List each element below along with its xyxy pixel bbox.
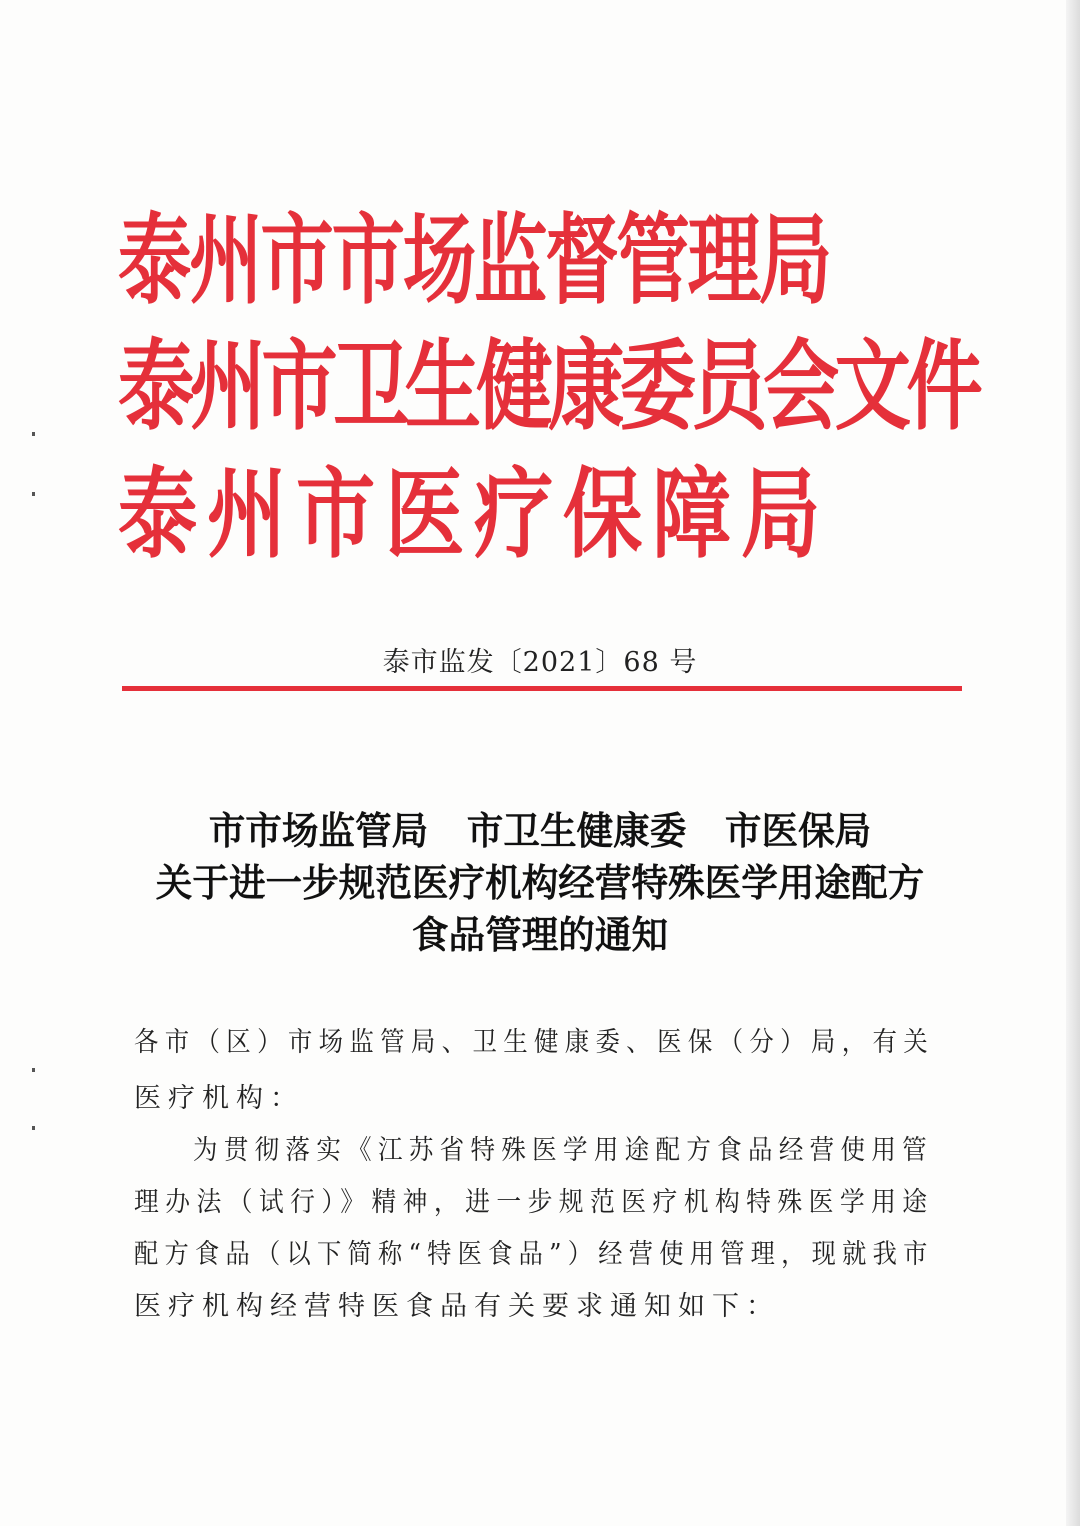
header-issuer-health-commission: 泰州市卫生健康委员会文件 bbox=[118, 329, 979, 444]
header-issuer-market-supervision: 泰州市市场监督管理局 bbox=[118, 203, 831, 318]
scan-edge-shadow bbox=[1066, 0, 1080, 1526]
binding-mark bbox=[32, 1068, 35, 1072]
title-issuer-1: 市市场监管局 bbox=[208, 808, 429, 853]
body-line: 理办法（试行）》精神，进一步规范医疗机构特殊医学用途 bbox=[134, 1187, 934, 1218]
body-line: 配方食品（以下简称“特医食品”）经营使用管理，现就我市 bbox=[134, 1239, 934, 1270]
body-line: 各市（区）市场监管局、卫生健康委、医保（分）局，有关 bbox=[134, 1027, 934, 1058]
binding-mark bbox=[32, 1126, 35, 1130]
title-issuer-3: 市医保局 bbox=[724, 808, 872, 853]
body-line: 医疗机构经营特医食品有关要求通知如下： bbox=[134, 1291, 780, 1322]
title-line-2: 关于进一步规范医疗机构经营特殊医学用途配方 bbox=[155, 860, 925, 905]
document-number: 泰市监发〔2021〕68 号 bbox=[382, 647, 698, 678]
body-line: 为贯彻落实《江苏省特殊医学用途配方食品经营使用管 bbox=[193, 1135, 933, 1166]
binding-mark bbox=[32, 432, 35, 436]
title-line-3: 食品管理的通知 bbox=[411, 912, 669, 957]
header-issuer-healthcare-security: 泰州市医疗保障局 bbox=[118, 457, 831, 572]
binding-mark bbox=[32, 492, 35, 496]
title-issuer-2: 市卫生健康委 bbox=[466, 808, 687, 853]
body-line: 医疗机构： bbox=[134, 1083, 304, 1114]
red-divider-line bbox=[122, 686, 962, 691]
title-issuers-line bbox=[20, 804, 1060, 858]
